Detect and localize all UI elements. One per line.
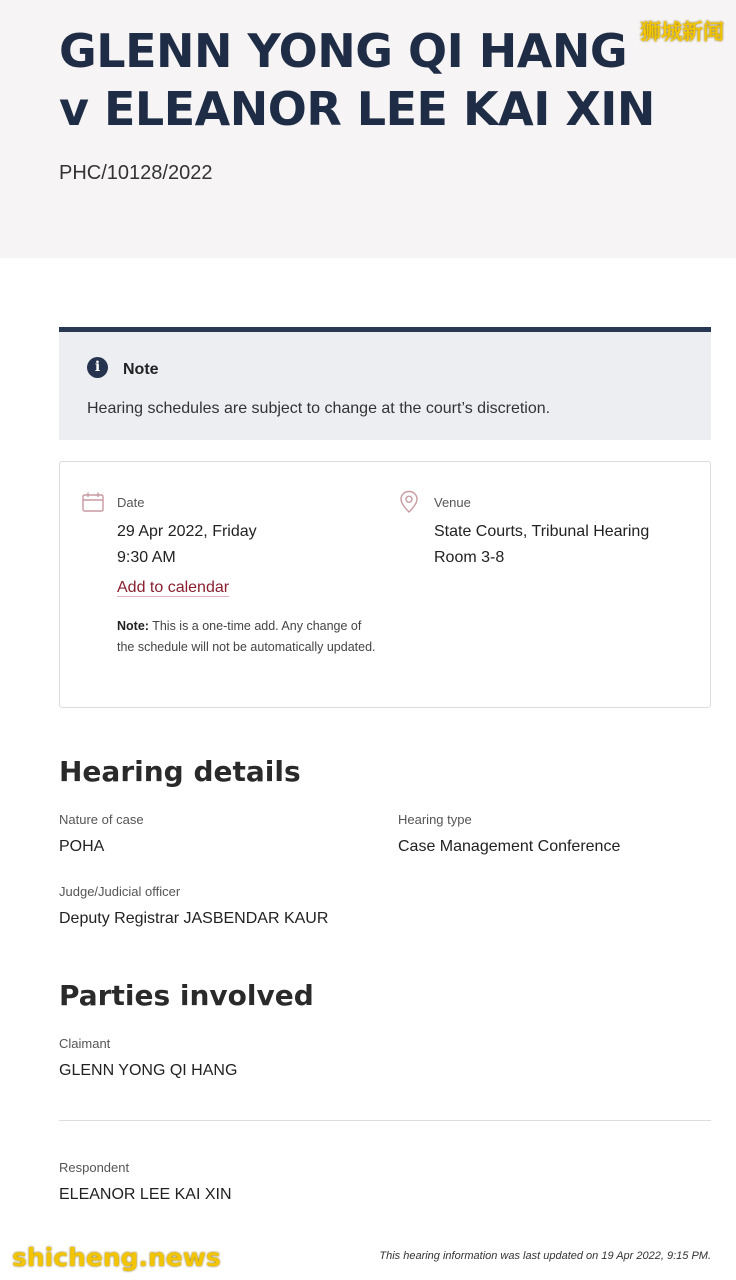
nature-of-case-label: Nature of case [59,812,144,827]
respondent-label: Respondent [59,1160,130,1175]
nature-of-case-value: POHA [59,838,105,855]
case-number: PHC/10128/2022 [59,162,213,184]
hearing-time: 9:30 AM [117,549,176,566]
hearing-type-value: Case Management Conference [398,838,621,855]
note-text: Hearing schedules are subject to change at the court’s discretion. [87,400,551,417]
note-banner [59,327,711,440]
info-icon: i [87,357,108,378]
location-pin-icon [399,490,419,519]
claimant-value: GLENN YONG QI HANG [59,1062,238,1079]
case-header [0,0,736,258]
respondent-value: ELEANOR LEE KAI XIN [59,1186,232,1203]
hearing-type-label: Hearing type [398,812,472,827]
divider [59,1120,711,1121]
watermark-bottom: shicheng.news [12,1243,221,1272]
schedule-card [59,461,711,708]
calendar-note [117,616,377,658]
calendar-note-text: This is a one-time add. Any change of the schedule will not be automatically updated. [117,619,376,654]
last-updated-text: This hearing information was last updated on 19 Apr 2022, 9:15 PM. [379,1250,711,1262]
venue-label: Venue [434,495,471,510]
note-title: Note [123,361,159,378]
calendar-note-label: Note: [117,619,149,633]
hearing-date: 29 Apr 2022, Friday [117,523,257,540]
case-title: GLENN YONG QI HANG v ELEANOR LEE KAI XIN [59,24,655,136]
parties-involved-heading: Parties involved [59,979,314,1012]
judge-value: Deputy Registrar JASBENDAR KAUR [59,910,329,927]
watermark-top: 狮城新闻 [640,20,724,44]
date-value [117,519,257,571]
claimant-label: Claimant [59,1036,111,1051]
date-label: Date [117,495,145,510]
add-to-calendar-link[interactable]: Add to calendar [117,579,230,596]
judge-label: Judge/Judicial officer [59,884,181,899]
venue-value: State Courts, Tribunal Hearing Room 3-8 [434,523,650,566]
calendar-icon [82,492,104,517]
hearing-details-heading: Hearing details [59,755,301,788]
